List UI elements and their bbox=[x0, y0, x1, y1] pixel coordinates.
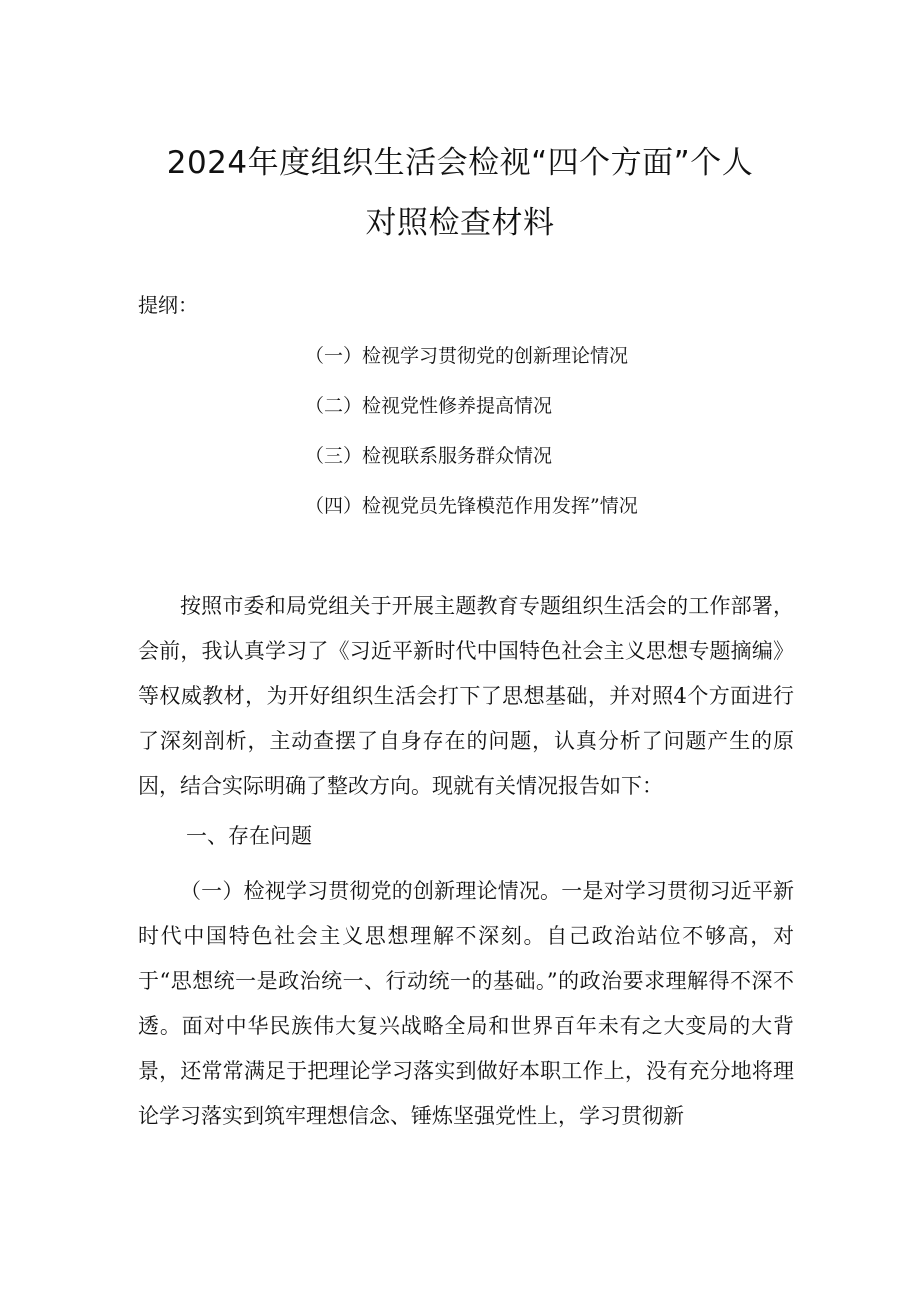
document-title-line-2: 对照检查材料 bbox=[365, 205, 555, 241]
outline-label: 提纲： bbox=[138, 293, 198, 317]
outline-list bbox=[305, 341, 638, 541]
outline-item: （一）检视学习贯彻党的创新理论情况 bbox=[305, 345, 629, 367]
outline-item: （四）检视党员先锋模范作用发挥”情况 bbox=[305, 495, 638, 517]
document-title-line-1: 2024年度组织生活会检视“四个方面”个人 bbox=[166, 145, 754, 181]
body-paragraph: （一）检视学习贯彻党的创新理论情况。一是对学习贯彻习近平新时代中国特色社会主义思想理解不深刻。自己政治站位不够高，对于“思想统一是政治统一、行动统一的基础。”的政治要求理解得不深不透。面对中华民族伟大复兴战略全局和世界百年未有之大变局的大背景，还常常满足于把理论学习落实到做好本职工作上，没有充分地将理论学习落实到筑牢理想信念、锤炼坚强党性上，学习贯彻新 bbox=[138, 879, 794, 1128]
outline-item: （二）检视党性修养提高情况 bbox=[305, 395, 553, 417]
section-heading: 一、存在问题 bbox=[186, 824, 312, 848]
outline-item: （三）检视联系服务群众情况 bbox=[305, 445, 553, 467]
intro-paragraph: 按照市委和局党组关于开展主题教育专题组织生活会的工作部署，会前，我认真学习了《习近平新时代中国特色社会主义思想专题摘编》等权威教材，为开好组织生活会打下了思想基础，并对照4个方面进行了深刻剖析，主动查摆了自身存在的问题，认真分析了问题产生的原因，结合实际明确了整改方向。现就有关情况报告如下： bbox=[138, 594, 794, 798]
